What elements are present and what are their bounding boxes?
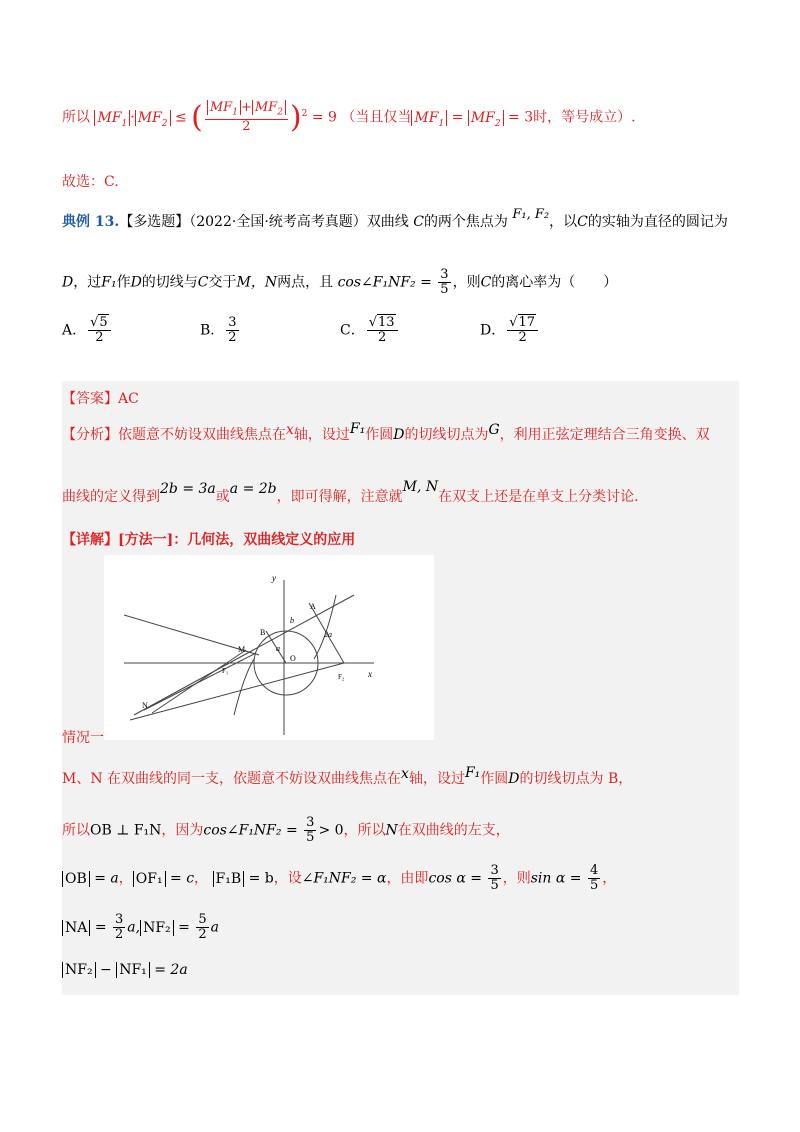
mf2-abs: $MF_2$ [135,110,171,126]
inequality-line: 所以 $MF_1 \cdot MF_2$ ≤ ( $\frac{MF_1 + MF_2}{2}$ )$^2$ = 9 （当且仅当 $MF_1 = MF_2 = 3$时，等号成立）. [62,99,636,135]
paragraph-5: NF₂ − NF₁ = 2a [62,962,188,978]
mf1-abs: $MF_1$ [94,110,130,126]
mean-fraction: $\frac{MF_1 + MF_2}{2}$ [205,101,288,135]
label-b: B [260,628,266,637]
label-a: A [310,602,316,611]
analysis-line-2: 曲线的定义得到2b = 3a或a = 2b，即可得解，注意就M, N在双支上还是在单支上分类讨论. [62,479,639,505]
label-m: M [238,645,246,654]
problem-line-1: 典例 13.【多选题】（2022·全国·统考高考真题）双曲线 C的两个焦点为 F₁, F₂，以C的实轴为直径的圆记为 [62,207,728,230]
paragraph-4: NA = $\frac{3}{2}$ a, NF₂ = $\frac{5}{2}$ a [62,913,219,942]
line-n-f2 [130,663,344,720]
label-a-small: a [276,644,280,653]
label-n: N [142,701,148,710]
paragraph-3: OB = a， OF₁ = c， F₁B = b，设∠F₁NF₂ = α，由即cos α = $\frac{3}{5}$ ，则sin α = $\frac{4}{5}$ ， [62,864,616,893]
hyperbola-diagram [104,555,434,740]
tangent-line [134,595,354,715]
label-f1: F₁ [222,667,229,675]
x-label: x [368,669,372,679]
cos-fraction: $\frac{3}{5}$ [440,267,449,297]
paragraph-1: M、N 在双曲线的同一支，依题意不妨设双曲线焦点在x轴，设过F₁作圆D的切线切点为 B， [62,765,633,787]
option-c[interactable]: C． $\frac{√13}{2}$ [340,316,400,345]
option-b[interactable]: B． $\frac{3}{2}$ [200,315,237,345]
answer-line: 【答案】AC [62,391,139,407]
paragraph-2: 所以OB ⊥ F₁N，因为cos∠F₁NF₂ = $\frac{3}{5}$ > 0，所以N在双曲线的左支， [62,815,510,845]
case-one: 情况一 [62,730,104,746]
hyperbola-figure [104,555,434,740]
line-n-upper [152,650,246,713]
problem-line-2: D，过F₁作D的切线与C交于M，N两点，且 cos∠F₁NF₂ = $\frac{3}{5}$ ，则C的离心率为（ ） [62,267,618,297]
label-f2: F₂ [338,673,345,681]
hyperbola-right [314,595,336,659]
label-b-small: b [290,616,294,625]
option-a[interactable]: A． $\frac{√5}{2}$ [62,316,113,345]
detail-heading: 【详解】[方法一]：几何法，双曲线定义的应用 [62,532,356,548]
analysis-line-1: 【分析】依题意不妨设双曲线焦点在x轴，设过F₁作圆D的切线切点为G，利用正弦定理结合三角变换、双 [62,421,710,443]
option-d[interactable]: D． $\frac{√17}{2}$ [480,316,540,345]
y-label: y [272,573,276,583]
label-2a: 2a [324,630,332,639]
hyperbola-left [234,659,254,715]
choice-line: 故选：C. [62,174,119,190]
label-o: O [290,654,296,663]
